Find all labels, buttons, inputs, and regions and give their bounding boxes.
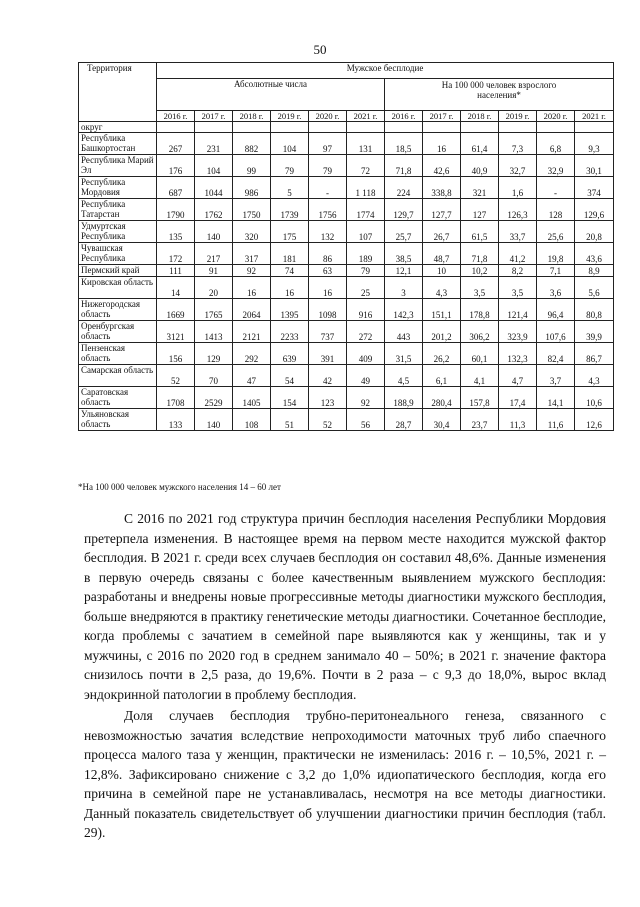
absolute-value-cell: 172 xyxy=(157,243,195,265)
year-header: 2020 г. xyxy=(309,111,347,122)
absolute-value-cell: 1098 xyxy=(309,299,347,321)
table-row xyxy=(79,277,614,299)
absolute-value-cell: 189 xyxy=(347,243,385,265)
rate-value-cell: 96,4 xyxy=(537,299,575,321)
rate-value-cell: 121,4 xyxy=(499,299,537,321)
absolute-value-cell: 1762 xyxy=(195,199,233,221)
table-row xyxy=(79,133,614,155)
absolute-value-cell: 3121 xyxy=(157,321,195,343)
rate-value-cell: 129,7 xyxy=(385,199,423,221)
rate-value-cell: 71,8 xyxy=(385,155,423,177)
absolute-value-cell: 14 xyxy=(157,277,195,299)
absolute-value-cell: 16 xyxy=(271,277,309,299)
year-header: 2019 г. xyxy=(499,111,537,122)
absolute-value-cell: 1790 xyxy=(157,199,195,221)
absolute-value-cell: 1756 xyxy=(309,199,347,221)
absolute-value-cell: 79 xyxy=(309,155,347,177)
table-row xyxy=(79,299,614,321)
rate-value-cell: 9,3 xyxy=(575,133,614,155)
absolute-value-cell: 70 xyxy=(195,365,233,387)
rate-value-cell: 31,5 xyxy=(385,343,423,365)
territory-name: Удмуртская Республика xyxy=(79,221,157,243)
rate-value-cell: 127,7 xyxy=(423,199,461,221)
absolute-value-cell: 49 xyxy=(347,365,385,387)
territory-name: Нижегородская область xyxy=(79,299,157,321)
absolute-value-cell: 1669 xyxy=(157,299,195,321)
rate-value-cell: 43,6 xyxy=(575,243,614,265)
absolute-value-cell: 92 xyxy=(233,265,271,277)
rate-value-cell: 10,6 xyxy=(575,387,614,409)
rate-value-cell: 157,8 xyxy=(461,387,499,409)
absolute-value-cell: 97 xyxy=(309,133,347,155)
rate-value-cell: 10,2 xyxy=(461,265,499,277)
rate-value-cell: 338,8 xyxy=(423,177,461,199)
year-header: 2021 г. xyxy=(347,111,385,122)
absolute-value-cell: 99 xyxy=(233,155,271,177)
page-number: 50 xyxy=(313,42,327,57)
absolute-value-cell: 2121 xyxy=(233,321,271,343)
absolute-value-cell: 2233 xyxy=(271,321,309,343)
absolute-value-cell: 292 xyxy=(233,343,271,365)
year-header: 2020 г. xyxy=(537,111,575,122)
body-text xyxy=(84,509,606,843)
absolute-value-cell: 132 xyxy=(309,221,347,243)
rate-value-cell: 26,2 xyxy=(423,343,461,365)
absolute-value-cell: 154 xyxy=(271,387,309,409)
rate-value-cell: 7,1 xyxy=(537,265,575,277)
rate-value-cell: 32,9 xyxy=(537,155,575,177)
absolute-value-cell: 104 xyxy=(195,155,233,177)
paragraph-1: С 2016 по 2021 год структура причин бесплодия населения Республики Мордовия претерпела изменения. В настоящее время на первом месте находится мужской фактор бесплодия. В 2021 г. среди всех случаев бесплодия он составил 48,6%. Данные изменения в первую очередь связаны с более качественным выявлением мужского бесплодия: разработаны и внедрены новые прогрессивные методы диагностики мужского бесплодия, больше внедряются в практику генетические методы диагностики. Сочетанное бесплодие, когда проблемы с зачатием в семейной паре выявляются как у женщины, так и у мужчины, с 2016 по 2020 год в среднем занимало 40 – 50%; в 2021 г. значение фактора снизилось почти в 2,5 раза, до 19,6%. Почти в 2 раза – с 9,3 до 18,0%, вырос вклад эндокринной патологии в проблему бесплодия. xyxy=(84,511,606,702)
rate-value-cell: 3 xyxy=(385,277,423,299)
rate-value-cell: 107,6 xyxy=(537,321,575,343)
rate-value-cell: 16 xyxy=(423,133,461,155)
absolute-value-cell: 391 xyxy=(309,343,347,365)
rate-value-cell: 23,7 xyxy=(461,409,499,431)
table-row xyxy=(79,409,614,431)
rate-value-cell: 80,8 xyxy=(575,299,614,321)
table-row xyxy=(79,177,614,199)
rate-value-cell: 11,3 xyxy=(499,409,537,431)
table-row xyxy=(79,343,614,365)
absolute-value-cell: 56 xyxy=(347,409,385,431)
absolute-value-cell: 2064 xyxy=(233,299,271,321)
absolute-value-cell: 1044 xyxy=(195,177,233,199)
rate-value-cell: 30,4 xyxy=(423,409,461,431)
rate-value-cell: 3,5 xyxy=(499,277,537,299)
absolute-value-cell: 5 xyxy=(271,177,309,199)
absolute-value-cell: 92 xyxy=(347,387,385,409)
table-footnote: *На 100 000 человек мужского населения 14 – 60 лет xyxy=(78,482,281,492)
rate-value-cell: 17,4 xyxy=(499,387,537,409)
rate-value-cell: 4,3 xyxy=(575,365,614,387)
absolute-value-cell: 1750 xyxy=(233,199,271,221)
table-row xyxy=(79,243,614,265)
absolute-value-cell: 687 xyxy=(157,177,195,199)
absolute-value-cell: 217 xyxy=(195,243,233,265)
absolute-value-cell: 140 xyxy=(195,221,233,243)
territory-name: Пермский край xyxy=(79,265,157,277)
territory-name: Пензенская область xyxy=(79,343,157,365)
rate-value-cell: 129,6 xyxy=(575,199,614,221)
rate-value-cell: 82,4 xyxy=(537,343,575,365)
absolute-value-cell: 231 xyxy=(195,133,233,155)
rate-header: На 100 000 человек взрослого населения* xyxy=(385,79,614,111)
absolute-value-cell: 1395 xyxy=(271,299,309,321)
rate-value-cell: 41,2 xyxy=(499,243,537,265)
year-header: 2018 г. xyxy=(233,111,271,122)
rate-value-cell: 12,1 xyxy=(385,265,423,277)
rate-value-cell: 39,9 xyxy=(575,321,614,343)
absolute-value-cell: 91 xyxy=(195,265,233,277)
rate-value-cell: 443 xyxy=(385,321,423,343)
absolute-value-cell: 639 xyxy=(271,343,309,365)
rate-value-cell: 142,3 xyxy=(385,299,423,321)
rate-value-cell: 5,6 xyxy=(575,277,614,299)
rate-value-cell: 306,2 xyxy=(461,321,499,343)
absolute-value-cell: 1405 xyxy=(233,387,271,409)
year-header: 2016 г. xyxy=(157,111,195,122)
absolute-value-cell: 111 xyxy=(157,265,195,277)
rate-value-cell: 7,3 xyxy=(499,133,537,155)
rate-value-cell: 25,7 xyxy=(385,221,423,243)
rate-value-cell: 10 xyxy=(423,265,461,277)
territory-name: Республика Мордовия xyxy=(79,177,157,199)
absolute-value-cell: 156 xyxy=(157,343,195,365)
rate-value-cell: 178,8 xyxy=(461,299,499,321)
absolute-value-cell: 140 xyxy=(195,409,233,431)
rate-value-cell: 42,6 xyxy=(423,155,461,177)
rate-value-cell: 26,7 xyxy=(423,221,461,243)
table-row xyxy=(79,387,614,409)
rate-value-cell: 19,8 xyxy=(537,243,575,265)
absolute-value-cell: 1739 xyxy=(271,199,309,221)
absolute-value-cell: 320 xyxy=(233,221,271,243)
table-row xyxy=(79,265,614,277)
rate-value-cell: 38,5 xyxy=(385,243,423,265)
rate-value-cell: 6,1 xyxy=(423,365,461,387)
territory-name: Республика Башкортостан xyxy=(79,133,157,155)
main-header: Мужское бесплодие xyxy=(157,63,614,79)
rate-value-cell: 374 xyxy=(575,177,614,199)
rate-value-cell: 4,1 xyxy=(461,365,499,387)
absolute-value-cell: 267 xyxy=(157,133,195,155)
rate-value-cell: 60,1 xyxy=(461,343,499,365)
rate-value-cell: 18,5 xyxy=(385,133,423,155)
rate-value-cell: 12,6 xyxy=(575,409,614,431)
absolute-value-cell: 52 xyxy=(157,365,195,387)
absolute-value-cell: 129 xyxy=(195,343,233,365)
rate-value-cell: 48,7 xyxy=(423,243,461,265)
absolute-value-cell: 42 xyxy=(309,365,347,387)
absolute-value-cell: 47 xyxy=(233,365,271,387)
year-header: 2019 г. xyxy=(271,111,309,122)
rate-value-cell: 32,7 xyxy=(499,155,537,177)
absolute-value-cell: 131 xyxy=(347,133,385,155)
territory-name: Самарская область xyxy=(79,365,157,387)
rate-value-cell: 71,8 xyxy=(461,243,499,265)
absolute-value-cell: 20 xyxy=(195,277,233,299)
absolute-value-cell: 107 xyxy=(347,221,385,243)
rate-value-cell: 8,2 xyxy=(499,265,537,277)
absolute-value-cell: 1 118 xyxy=(347,177,385,199)
rate-value-cell: 4,7 xyxy=(499,365,537,387)
rate-value-cell: 11,6 xyxy=(537,409,575,431)
absolute-value-cell: 123 xyxy=(309,387,347,409)
absolute-value-cell: - xyxy=(309,177,347,199)
rate-value-cell: 14,1 xyxy=(537,387,575,409)
absolute-header: Абсолютные числа xyxy=(157,79,385,111)
territory-name: Саратовская область xyxy=(79,387,157,409)
absolute-value-cell: 51 xyxy=(271,409,309,431)
table-row xyxy=(79,321,614,343)
territory-name: Республика Татарстан xyxy=(79,199,157,221)
absolute-value-cell: 176 xyxy=(157,155,195,177)
rate-value-cell: 132,3 xyxy=(499,343,537,365)
absolute-value-cell: 79 xyxy=(271,155,309,177)
year-header: 2017 г. xyxy=(423,111,461,122)
absolute-value-cell: 63 xyxy=(309,265,347,277)
rate-value-cell: 4,5 xyxy=(385,365,423,387)
absolute-value-cell: 135 xyxy=(157,221,195,243)
absolute-value-cell: 108 xyxy=(233,409,271,431)
absolute-value-cell: 133 xyxy=(157,409,195,431)
year-header: 2018 г. xyxy=(461,111,499,122)
absolute-value-cell: 72 xyxy=(347,155,385,177)
okrug-label: округ xyxy=(79,122,157,133)
rate-value-cell: 188,9 xyxy=(385,387,423,409)
year-header: 2017 г. xyxy=(195,111,233,122)
rate-value-cell: 61,4 xyxy=(461,133,499,155)
absolute-value-cell: 317 xyxy=(233,243,271,265)
absolute-value-cell: 1708 xyxy=(157,387,195,409)
rate-value-cell: 280,4 xyxy=(423,387,461,409)
territory-name: Чувашская Республика xyxy=(79,243,157,265)
absolute-value-cell: 104 xyxy=(271,133,309,155)
rate-value-cell: 25,6 xyxy=(537,221,575,243)
rate-value-cell: 128 xyxy=(537,199,575,221)
male-infertility-table xyxy=(78,62,614,431)
table-row xyxy=(79,221,614,243)
absolute-value-cell: 916 xyxy=(347,299,385,321)
absolute-value-cell: 882 xyxy=(233,133,271,155)
absolute-value-cell: 1413 xyxy=(195,321,233,343)
rate-value-cell: 86,7 xyxy=(575,343,614,365)
rate-value-cell: 40,9 xyxy=(461,155,499,177)
absolute-value-cell: 181 xyxy=(271,243,309,265)
absolute-value-cell: 25 xyxy=(347,277,385,299)
absolute-value-cell: 737 xyxy=(309,321,347,343)
territory-name: Республика Марий Эл xyxy=(79,155,157,177)
table-row xyxy=(79,199,614,221)
rate-value-cell: - xyxy=(537,177,575,199)
territory-name: Ульяновская область xyxy=(79,409,157,431)
absolute-value-cell: 52 xyxy=(309,409,347,431)
absolute-value-cell: 74 xyxy=(271,265,309,277)
rate-value-cell: 151,1 xyxy=(423,299,461,321)
rate-value-cell: 33,7 xyxy=(499,221,537,243)
absolute-value-cell: 1774 xyxy=(347,199,385,221)
absolute-value-cell: 79 xyxy=(347,265,385,277)
absolute-value-cell: 16 xyxy=(309,277,347,299)
absolute-value-cell: 2529 xyxy=(195,387,233,409)
year-header: 2016 г. xyxy=(385,111,423,122)
territory-name: Кировская область xyxy=(79,277,157,299)
rate-value-cell: 20,8 xyxy=(575,221,614,243)
paragraph-2: Доля случаев бесплодия трубно-перитонеального генеза, связанного с невозможностью зачатия вследствие непроходимости маточных труб либо спаечного процесса малого таза у женщин, практически не изменилась: 2016 г. – 10,5%, 2021 г. – 12,8%. Зафиксировано снижение с 3,2 до 1,0% идиопатического бесплодия, когда его причина в семейной паре не устанавливалась, несмотря на все методы диагностики. Данный показатель свидетельствует об улучшении диагностики причин бесплодия (табл. 29). xyxy=(84,708,606,840)
rate-value-cell: 30,1 xyxy=(575,155,614,177)
rate-value-cell: 201,2 xyxy=(423,321,461,343)
rate-value-cell: 321 xyxy=(461,177,499,199)
rate-value-cell: 28,7 xyxy=(385,409,423,431)
absolute-value-cell: 16 xyxy=(233,277,271,299)
table-row xyxy=(79,365,614,387)
absolute-value-cell: 54 xyxy=(271,365,309,387)
rate-value-cell: 126,3 xyxy=(499,199,537,221)
rate-value-cell: 4,3 xyxy=(423,277,461,299)
rate-value-cell: 1,6 xyxy=(499,177,537,199)
absolute-value-cell: 986 xyxy=(233,177,271,199)
rate-value-cell: 323,9 xyxy=(499,321,537,343)
rate-value-cell: 8,9 xyxy=(575,265,614,277)
table-row xyxy=(79,155,614,177)
rate-value-cell: 127 xyxy=(461,199,499,221)
rate-value-cell: 224 xyxy=(385,177,423,199)
absolute-value-cell: 409 xyxy=(347,343,385,365)
territory-name: Оренбургская область xyxy=(79,321,157,343)
rate-value-cell: 6,8 xyxy=(537,133,575,155)
absolute-value-cell: 272 xyxy=(347,321,385,343)
absolute-value-cell: 175 xyxy=(271,221,309,243)
territory-header: Территория xyxy=(79,63,157,122)
rate-value-cell: 3,6 xyxy=(537,277,575,299)
rate-value-cell: 3,7 xyxy=(537,365,575,387)
absolute-value-cell: 1765 xyxy=(195,299,233,321)
rate-value-cell: 3,5 xyxy=(461,277,499,299)
absolute-value-cell: 86 xyxy=(309,243,347,265)
year-header: 2021 г. xyxy=(575,111,614,122)
rate-value-cell: 61,5 xyxy=(461,221,499,243)
